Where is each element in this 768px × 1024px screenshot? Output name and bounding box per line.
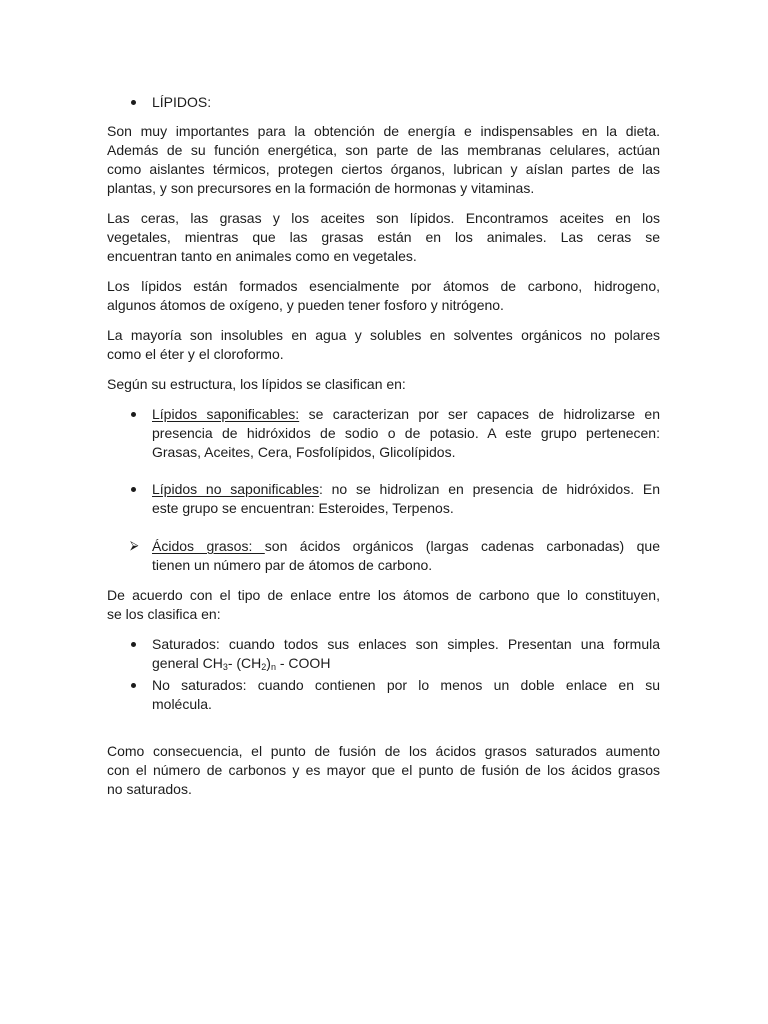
paragraph-1-line-4: plantas, y son precursores en la formación de hormonas y vitaminas.	[107, 180, 535, 196]
paragraph-3-line-2: algunos átomos de oxígeno, y pueden tener fosforo y nitrógeno.	[107, 297, 504, 313]
paragraph-6-line-1: De acuerdo con el tipo de enlace entre los átomos de carbono que lo constituyen,	[107, 587, 660, 603]
acidos-grasos-term: Ácidos grasos:	[152, 538, 265, 554]
bullet-icon	[131, 642, 136, 647]
paragraph-1-line-3: como aislantes térmicos, protegen ciertos órganos, lubrican y aíslan partes de las	[107, 161, 660, 177]
acidos-grasos-line-1	[152, 537, 660, 556]
paragraph-3-line-1: Los lípidos están formados esencialmente por átomos de carbono, hidrogeno,	[107, 278, 660, 294]
paragraph-4-line-2: como el éter y el cloroformo.	[107, 346, 284, 362]
paragraph-5: Según su estructura, los lípidos se clasifican en:	[107, 376, 406, 392]
paragraph-2-line-1: Las ceras, las grasas y los aceites son lípidos. Encontramos aceites en los	[107, 210, 660, 226]
paragraph-1-line-1: Son muy importantes para la obtención de energía e indispensables en la dieta.	[107, 123, 660, 139]
acidos-grasos-definition: son ácidos orgánicos (largas cadenas carbonadas) que	[264, 538, 660, 554]
bullet-icon	[131, 683, 136, 688]
saponificables-line-3: Grasas, Aceites, Cera, Fosfolípidos, Glicolípidos.	[152, 444, 456, 460]
formula-text: )	[266, 655, 271, 671]
acidos-grasos-line-2: tienen un número par de átomos de carbono.	[152, 557, 433, 573]
saponificables-term: Lípidos saponificables:	[152, 406, 300, 422]
no-saturados-line-2: molécula.	[152, 696, 212, 712]
formula-subscript: 3	[222, 662, 228, 672]
paragraph-1-line-2: Además de su función energética, son parte de las membranas celulares, actúan	[107, 142, 660, 158]
bullet-icon	[131, 487, 136, 492]
paragraph-7-line-3: no saturados.	[107, 781, 192, 797]
saponificables-line-2: presencia de hidróxidos de sodio o de potasio. A este grupo pertenecen:	[152, 425, 660, 441]
formula-subscript: 2	[261, 662, 267, 672]
saponificables-line-1	[152, 405, 660, 424]
bullet-icon	[131, 412, 136, 417]
formula-text: general CH	[152, 655, 223, 671]
no-saturados-line-1: No saturados: cuando contienen por lo menos un doble enlace en su	[152, 677, 660, 693]
no-saponificables-line-2: este grupo se encuentran: Esteroides, Terpenos.	[152, 500, 454, 516]
saturados-line-1: Saturados: cuando todos sus enlaces son simples. Presentan una formula	[152, 636, 660, 652]
paragraph-7-line-2: con el número de carbonos y es mayor que el punto de fusión de los ácidos grasos	[107, 762, 660, 778]
paragraph-6-line-2: se los clasifica en:	[107, 606, 221, 622]
formula-subscript: n	[270, 662, 276, 672]
arrow-bullet-icon: ⮚	[130, 538, 139, 552]
paragraph-2-line-2: vegetales, mientras que las grasas están en los animales. Las ceras se	[107, 229, 660, 245]
section-heading: LÍPIDOS:	[152, 94, 212, 110]
paragraph-2-line-3: encuentran tanto en animales como en vegetales.	[107, 248, 417, 264]
paragraph-7-line-1: Como consecuencia, el punto de fusión de los ácidos grasos saturados aumento	[107, 743, 660, 759]
bullet-icon	[131, 100, 136, 105]
no-saponificables-definition: : no se hidrolizan en presencia de hidróxidos. En	[318, 481, 660, 497]
paragraph-4-line-1: La mayoría son insolubles en agua y solubles en solventes orgánicos no polares	[107, 327, 660, 343]
saponificables-definition: se caracterizan por ser capaces de hidrolizarse en	[299, 406, 660, 422]
formula-text: - (CH	[227, 655, 262, 671]
formula-text: - COOH	[275, 655, 331, 671]
no-saponificables-term: Lípidos no saponificables	[152, 481, 319, 497]
no-saponificables-line-1	[152, 480, 660, 499]
saturados-formula	[152, 654, 330, 673]
